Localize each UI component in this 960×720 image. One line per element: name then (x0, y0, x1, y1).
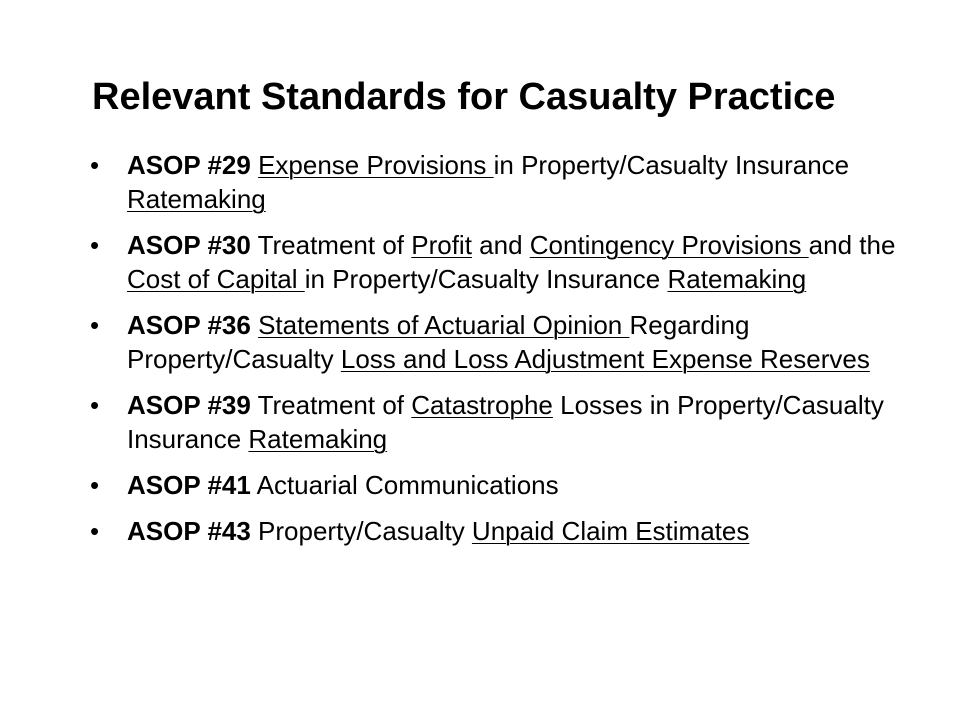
underlined-term: Unpaid Claim Estimates (471, 516, 750, 546)
asop-code: ASOP #39 (127, 390, 251, 420)
bullet-dot-icon: • (90, 516, 100, 546)
bullet-dot-icon: • (90, 470, 100, 500)
description-text: in Property/Casualty Insurance (304, 264, 668, 294)
underlined-term: Loss and Loss Adjustment Expense Reserves (340, 344, 870, 374)
bullet-dot-icon: • (90, 310, 100, 340)
description-text: Treatment of (250, 390, 412, 420)
description-text: and (471, 230, 530, 260)
underlined-term: Expense Provisions (258, 150, 494, 180)
bullet-item (90, 228, 920, 296)
underlined-term: Ratemaking (248, 424, 388, 454)
description-text: in Property/Casualty Insurance (493, 150, 850, 180)
underlined-term: Catastrophe (411, 390, 553, 420)
description-text: and the (808, 230, 896, 260)
description-text: Treatment of (250, 230, 412, 260)
bullet-item (90, 514, 920, 548)
bullet-item (90, 468, 920, 502)
description-text: Losses in Property/Casualty Insurance (127, 390, 884, 454)
description-text: Regarding Property/Casualty (127, 310, 750, 374)
description-text (251, 150, 258, 180)
underlined-term: Ratemaking (127, 184, 266, 214)
asop-code: ASOP #30 (127, 230, 251, 260)
underlined-term: Statements of Actuarial Opinion (258, 310, 630, 340)
asop-code: ASOP #29 (127, 150, 251, 180)
bullet-dot-icon: • (90, 390, 100, 420)
bullet-item (90, 148, 920, 216)
underlined-term: Ratemaking (667, 264, 807, 294)
underlined-term: Profit (411, 230, 472, 260)
underlined-term: Cost of Capital (127, 264, 305, 294)
description-text (251, 310, 258, 340)
slide-title: Relevant Standards for Casualty Practice (92, 76, 836, 118)
bullet-list (90, 148, 920, 560)
asop-code: ASOP #43 (127, 516, 251, 546)
description-text: Actuarial Communications (250, 470, 559, 500)
bullet-item (90, 308, 920, 376)
bullet-dot-icon: • (90, 150, 100, 180)
bullet-dot-icon: • (90, 230, 100, 260)
asop-code: ASOP #41 (127, 470, 251, 500)
description-text: Property/Casualty (250, 516, 472, 546)
asop-code: ASOP #36 (127, 310, 251, 340)
bullet-item (90, 388, 920, 456)
underlined-term: Contingency Provisions (529, 230, 809, 260)
